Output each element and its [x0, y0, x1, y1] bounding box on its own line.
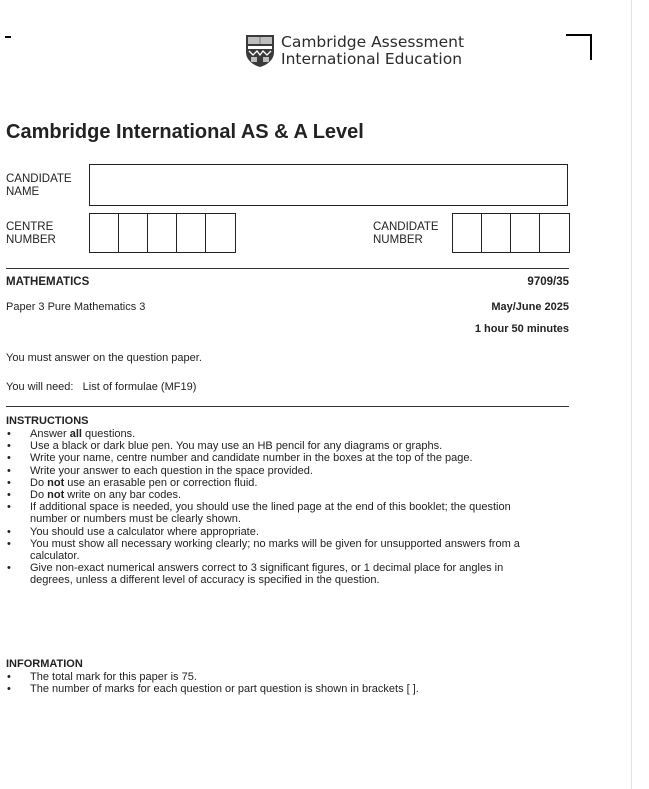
subject-name: MATHEMATICS — [6, 276, 90, 288]
list-item: • Answer all questions. — [7, 428, 136, 440]
candidate-name-box[interactable] — [89, 164, 568, 206]
information-list — [6, 671, 419, 695]
centre-number-label: CENTRE NUMBER — [6, 221, 56, 246]
registration-mark-left — [5, 36, 11, 38]
list-item: • The total mark for this paper is 75. — [7, 671, 197, 683]
centre-number-cell[interactable] — [119, 214, 148, 252]
centre-number-boxes[interactable] — [89, 213, 236, 253]
candidate-number-label: CANDIDATE NUMBER — [373, 221, 439, 246]
list-item: • Do not use an erasable pen or correction fluid. — [7, 476, 258, 489]
divider — [6, 406, 569, 407]
candidate-name-label: CANDIDATE NAME — [6, 173, 72, 198]
centre-number-cell[interactable] — [206, 214, 235, 252]
subject-code: 9709/35 — [527, 276, 569, 288]
logo-line-1: Cambridge Assessment — [281, 33, 465, 51]
centre-number-cell[interactable] — [148, 214, 177, 252]
candidate-number-cell[interactable] — [540, 214, 569, 252]
answer-note: You must answer on the question paper. — [6, 352, 202, 364]
instructions-heading: INSTRUCTIONS — [6, 415, 89, 427]
list-item: • Do not write on any bar codes. — [7, 489, 182, 502]
candidate-number-cell[interactable] — [482, 214, 511, 252]
centre-number-cell[interactable] — [177, 214, 206, 252]
candidate-number-cell[interactable] — [453, 214, 482, 252]
paper-title: Paper 3 Pure Mathematics 3 — [6, 301, 146, 313]
logo-line-2: International Education — [281, 50, 463, 68]
cambridge-logo — [245, 32, 464, 70]
centre-number-cell[interactable] — [90, 214, 119, 252]
exam-duration: 1 hour 50 minutes — [474, 323, 569, 335]
list-item: • Write your answer to each question in the space provided. — [7, 464, 313, 477]
materials-note: You will need: List of formulae (MF19) — [6, 381, 197, 393]
list-item: • If additional space is needed, you should use the lined page at the end of this booklet; the question number or numbers must be clearly shown. — [7, 501, 511, 526]
registration-mark-right — [566, 34, 592, 60]
exam-session: May/June 2025 — [491, 301, 569, 313]
list-item: • You must show all necessary working clearly; no marks will be given for unsupported answers from a calculator. — [7, 537, 520, 563]
list-item: • Give non-exact numerical answers correct to 3 significant figures, or 1 decimal place for angles in degrees, unless a different level of accuracy is specified in the question. — [7, 562, 504, 587]
information-heading: INFORMATION — [6, 658, 83, 670]
list-item: • The number of marks for each question or part question is shown in brackets [ ]. — [7, 683, 419, 696]
candidate-number-boxes[interactable] — [452, 213, 570, 253]
list-item: • Use a black or dark blue pen. You may use an HB pencil for any diagrams or graphs. — [7, 440, 443, 453]
list-item: • Write your name, centre number and candidate number in the boxes at the top of the page. — [7, 452, 473, 465]
list-item: • You should use a calculator where appropriate. — [7, 525, 259, 538]
qualification-title: Cambridge International AS & A Level — [6, 121, 364, 143]
divider — [6, 268, 569, 269]
cambridge-shield-icon — [245, 34, 275, 68]
candidate-number-cell[interactable] — [511, 214, 540, 252]
instructions-list — [6, 428, 520, 587]
